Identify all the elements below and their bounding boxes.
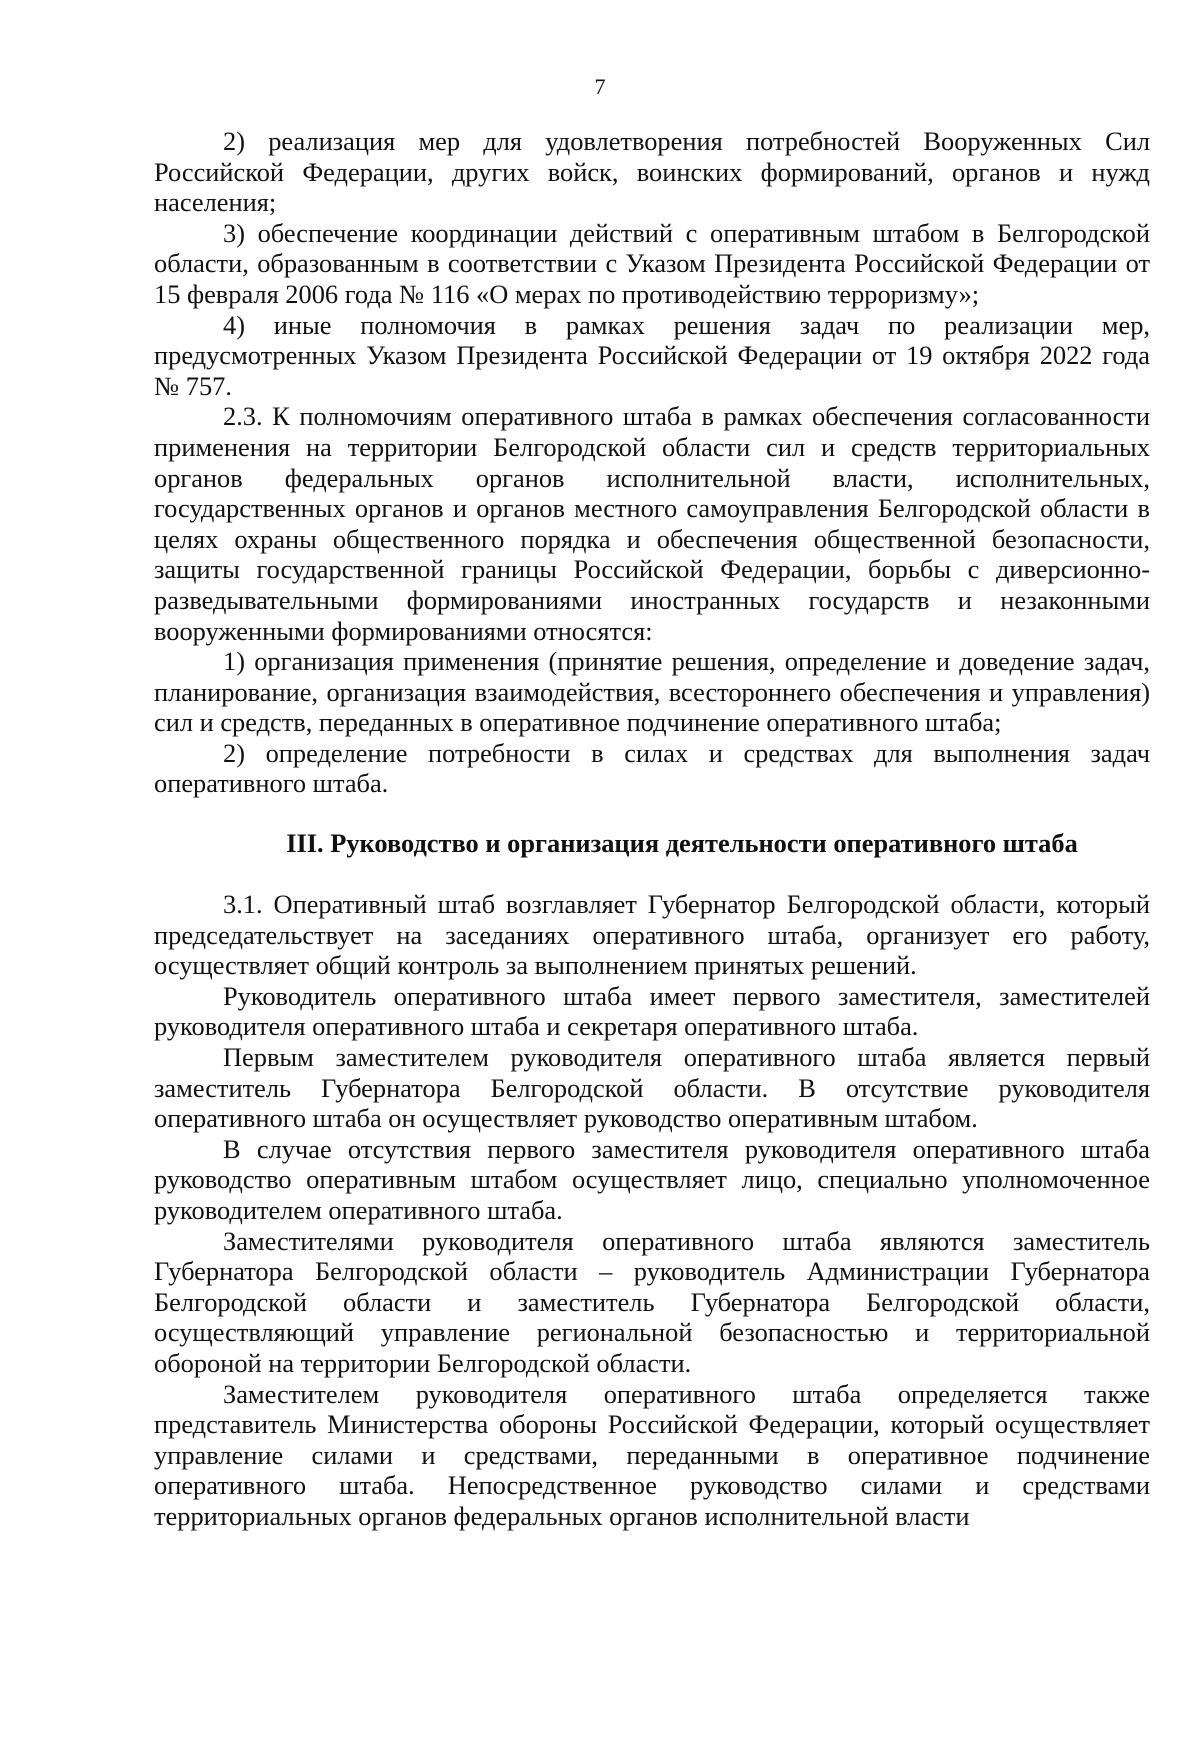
- paragraph: Руководитель оперативного штаба имеет первого заместителя, заместителей руководителя оперативного штаба и секретаря оперативного штаба.: [154, 980, 1150, 1042]
- paragraph: 1) организация применения (принятие решения, определение и доведение задач, планирование, организация взаимодействия, всестороннего обеспечения и управления) сил и средств, переданных в оперативное подчинение оперативного штаба;: [154, 646, 1150, 738]
- paragraph: 3) обеспечение координации действий с оперативным штабом в Белгородской области, образованным в соответствии с Указом Президента Российской Федерации от 15 февраля 2006 года № 116 «О мерах по противодействию терроризму»;: [154, 217, 1150, 309]
- paragraph: 2) реализация мер для удовлетворения потребностей Вооруженных Сил Российской Федерации, других войск, воинских формирований, органов и нужд населения;: [154, 126, 1150, 218]
- section-heading: III. Руководство и организация деятельности оперативного штаба: [286, 828, 1078, 859]
- page-number: 7: [594, 74, 606, 99]
- paragraph: 4) иные полномочия в рамках решения задач по реализации мер, предусмотренных Указом Президента Российской Федерации от 19 октября 2022 года № 757.: [154, 309, 1150, 401]
- paragraph: 2.3. К полномочиям оперативного штаба в рамках обеспечения согласованности применения на территории Белгородской области сил и средств территориальных органов федеральных органов исполнительной власти, исполнительных, государственных органов и органов местного самоуправления Белгородской области в целях охраны общественного порядка и обеспечения общественной безопасности, защиты государственной границы Российской Федерации, борьбы с диверсионно-разведывательными формированиями иностранных государств и незаконными вооруженными формированиями относятся:: [154, 401, 1150, 646]
- paragraph: В случае отсутствия первого заместителя руководителя оперативного штаба руководство оперативным штабом осуществляет лицо, специально уполномоченное руководителем оперативного штаба.: [154, 1133, 1150, 1225]
- paragraph: Заместителем руководителя оперативного штаба определяется также представитель Министерства обороны Российской Федерации, который осуществляет управление силами и средствами, переданными в оперативное подчинение оперативного штаба. Непосредственное руководство силами и средствами территориальных органов федеральных органов исполнительной власти: [154, 1378, 1150, 1531]
- paragraph: Первым заместителем руководителя оперативного штаба является первый заместитель Губернатора Белгородской области. В отсутствие руководителя оперативного штаба он осуществляет руководство оперативным штабом.: [154, 1042, 1150, 1134]
- paragraph: 2) определение потребности в силах и средствах для выполнения задач оперативного штаба.: [154, 737, 1150, 799]
- paragraph: 3.1. Оперативный штаб возглавляет Губернатор Белгородской области, который председательствует на заседаниях оперативного штаба, организует его работу, осуществляет общий контроль за выполнением принятых решений.: [154, 889, 1150, 981]
- document-body: [154, 126, 1150, 1532]
- paragraph: Заместителями руководителя оперативного штаба являются заместитель Губернатора Белгородской области – руководитель Администрации Губернатора Белгородской области и заместитель Губернатора Белгородской области, осуществляющий управление региональной безопасностью и территориальной обороной на территории Белгородской области.: [154, 1225, 1150, 1378]
